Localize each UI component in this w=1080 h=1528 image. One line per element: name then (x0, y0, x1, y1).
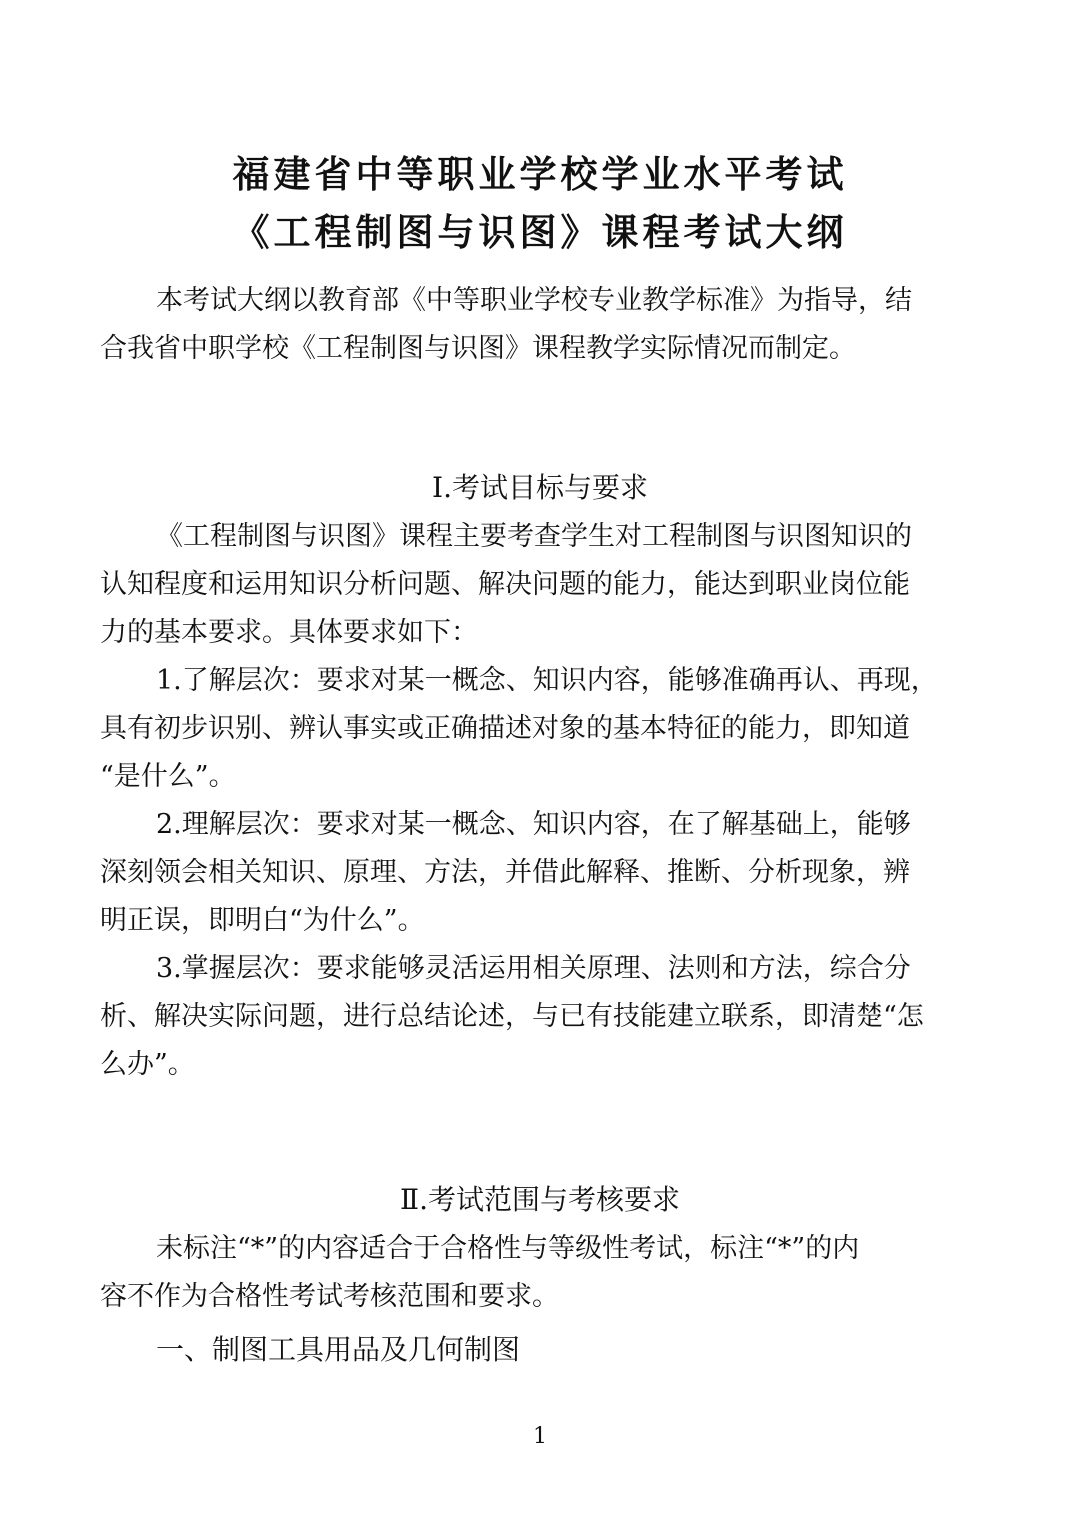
item3-line-1: 3.掌握层次：要求能够灵活运用相关原理、法则和方法，综合分 (156, 953, 911, 984)
section2-para-line-1: 未标注“*”的内容适合于合格性与等级性考试，标注“*”的内 (156, 1233, 860, 1264)
section1-para-line-2: 认知程度和运用知识分析问题、解决问题的能力，能达到职业岗位能 (100, 569, 910, 600)
item2-line-2: 深刻领会相关知识、原理、方法，并借此解释、推断、分析现象，辨 (100, 857, 910, 888)
document-title-line2: 《工程制图与识图》课程考试大纲 (232, 211, 848, 254)
item3-line-3: 么办”。 (100, 1049, 195, 1080)
item2-line-3: 明正误，即明白“为什么”。 (100, 905, 425, 936)
section1-para-line-1: 《工程制图与识图》课程主要考查学生对工程制图与识图知识的 (156, 521, 912, 552)
section2-subheading: 一、制图工具用品及几何制图 (156, 1333, 521, 1366)
section1-para-line-3: 力的基本要求。具体要求如下： (100, 617, 478, 648)
page-number: 1 (533, 1424, 547, 1449)
item3-line-2: 析、解决实际问题，进行总结论述，与已有技能建立联系，即清楚“怎 (100, 1001, 924, 1032)
item1-line-3: “是什么”。 (100, 761, 236, 792)
intro-line-2: 合我省中职学校《工程制图与识图》课程教学实际情况而制定。 (100, 333, 856, 364)
item2-line-1: 2.理解层次：要求对某一概念、知识内容，在了解基础上，能够 (156, 809, 911, 840)
item1-line-1: 1.了解层次：要求对某一概念、知识内容，能够准确再认、再现， (156, 665, 938, 696)
section1-heading: Ⅰ.考试目标与要求 (432, 471, 648, 504)
document-title-line1: 福建省中等职业学校学业水平考试 (232, 153, 848, 196)
item1-line-2: 具有初步识别、辨认事实或正确描述对象的基本特征的能力，即知道 (100, 713, 910, 744)
intro-line-1: 本考试大纲以教育部《中等职业学校专业教学标准》为指导，结 (156, 285, 912, 316)
section2-para-line-2: 容不作为合格性考试考核范围和要求。 (100, 1281, 559, 1312)
section2-heading: Ⅱ.考试范围与考核要求 (400, 1183, 680, 1216)
